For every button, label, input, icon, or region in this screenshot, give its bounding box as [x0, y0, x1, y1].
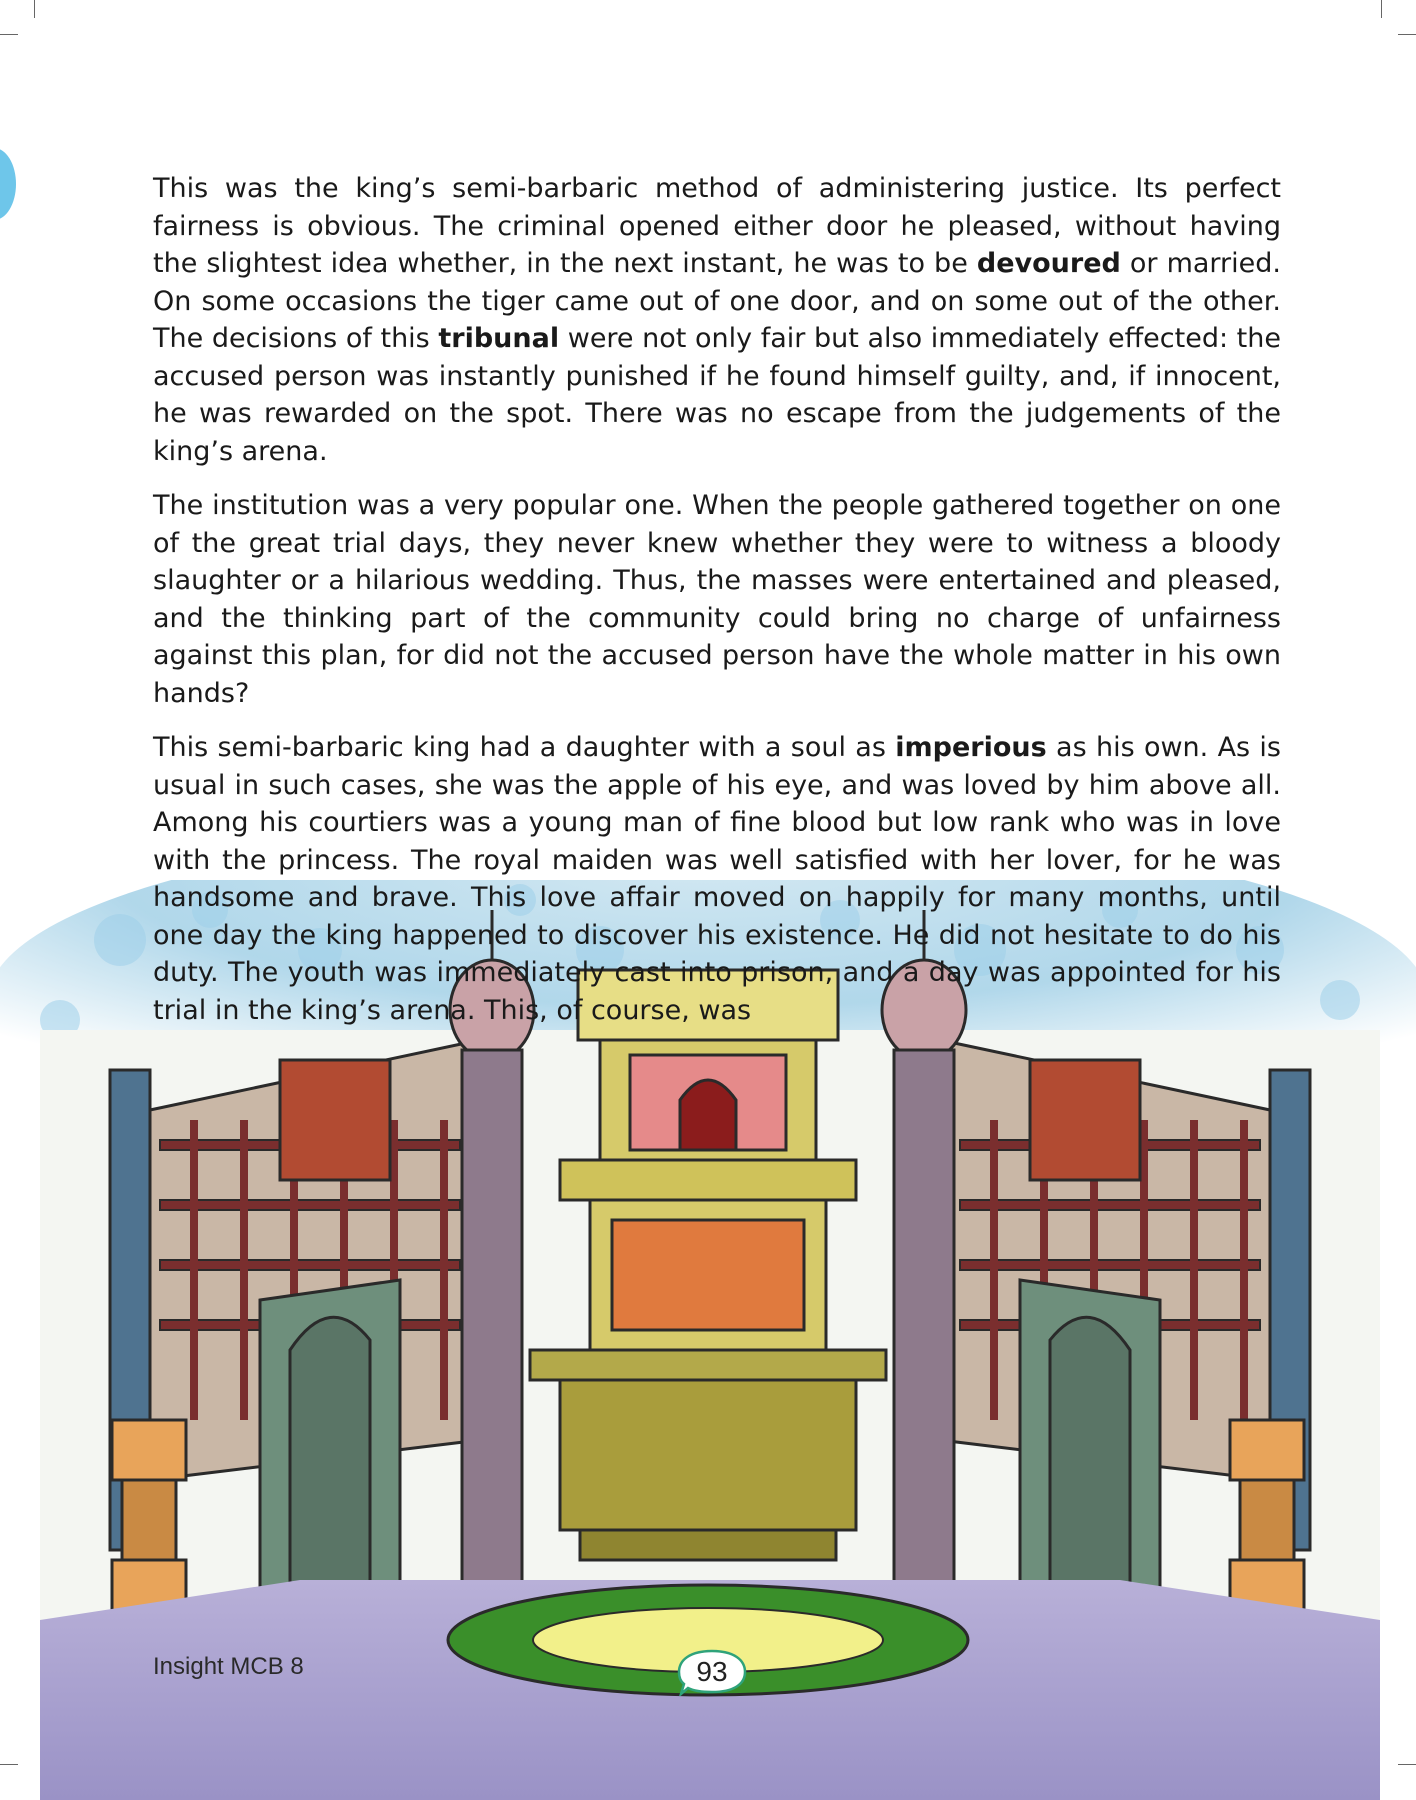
chapter-tab-marker — [0, 148, 16, 220]
book-title: Insight MCB 8 — [153, 1653, 304, 1680]
paragraph-text: were not only fair but also immediately effected: the accused person was instantly punished if he found himself guilty, and, if innocent, he was rewarded on the spot. There was no escape from the judgements of the king’s arena. — [153, 323, 1281, 467]
crop-mark-left-top — [0, 34, 18, 35]
paragraph-text: This semi-barbaric king had a daughter with a soul as — [153, 732, 896, 763]
vocabulary-word-imperious: imperious — [895, 732, 1047, 763]
page-number-text: 93 — [696, 1656, 728, 1687]
paragraph-2 — [153, 487, 1281, 712]
crop-mark-top-left — [34, 0, 35, 18]
paragraph-text: as his own. As is usual in such cases, she was the apple of his eye, and was loved by him above all. Among his courtiers was a young man of fine blood but low rank who was in love with the princess. The royal maiden was well satisfied with her lover, for he was handsome and brave. This love affair moved on happily for many months, until one day the king happened to discover his existence. He did not hesitate to do his duty. The youth was immediately cast into prison, and a day was appointed for his trial in the king’s arena. This, of course, was — [153, 732, 1282, 1026]
paragraph-1 — [153, 170, 1281, 470]
story-text — [153, 170, 1281, 1046]
paragraph-text: The institution was a very popular one. When the people gathered together on one of the great trial days, they never knew whether they were to witness a bloody slaughter or a hilarious wedding. Thus, the masses were entertained and pleased, and the thinking part of the community could bring no charge of unfairness against this plan, for did not the accused person have the whole matter in his own hands? — [153, 490, 1281, 709]
paragraph-3 — [153, 729, 1281, 1029]
paragraph-text: This was the king’s semi-barbaric method of administering justice. Its perfect fairness is obvious. The criminal opened either door he pleased, without having the slightest idea whether, in the next instant, he was to be — [153, 173, 1281, 279]
page-number — [676, 1648, 748, 1696]
vocabulary-word-tribunal: tribunal — [438, 323, 560, 354]
crop-mark-right-top — [1398, 34, 1416, 35]
crop-mark-top-right — [1381, 0, 1382, 18]
paragraph-text: or married. On some occasions the tiger came out of one door, and on some out of the other. The decisions of this — [153, 248, 1281, 354]
vocabulary-word-devoured: devoured — [976, 248, 1121, 279]
